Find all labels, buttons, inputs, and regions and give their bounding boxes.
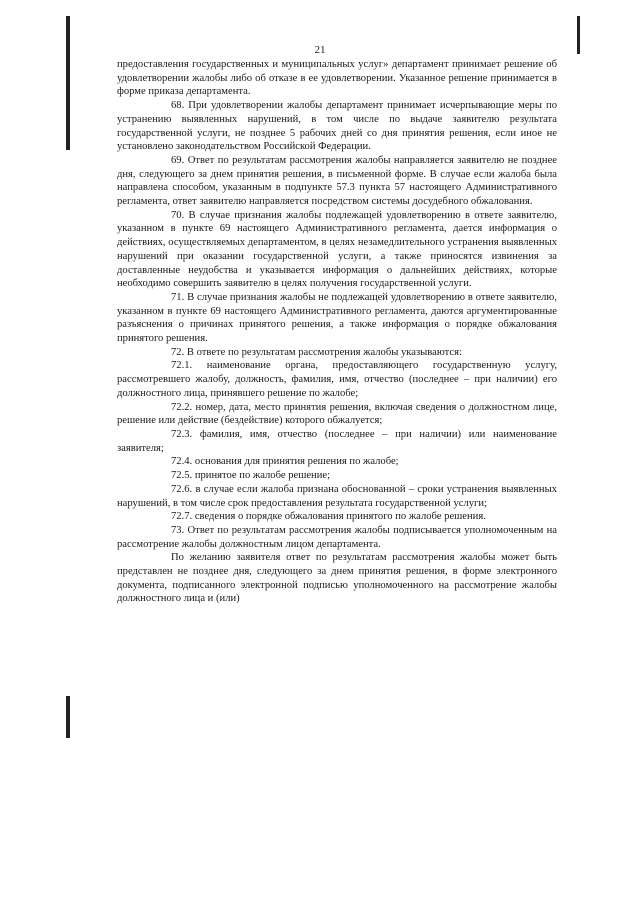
paragraph-72-2: 72.2. номер, дата, место принятия решения, включая сведения о должностном лице, решение или действие (бездействие) которого обжалуется; (117, 401, 557, 427)
paragraph-72-1: 72.1. наименование органа, предоставляющего государственную услугу, рассмотревшего жалобу, должность, фамилия, имя, отчество (последнее – при наличии) его должностного лица, принявшего решение по жалобе; (117, 360, 557, 399)
paragraph-70: 70. В случае признания жалобы подлежащей удовлетворению в ответе заявителю, указанном в пункте 69 настоящего Административного регламента, дается информация о действиях, осуществляемых департаментом, в целях незамедлительного устранения выявленных нарушений при оказании государственной услуги, а также приносятся извинения за доставленные неудобства и указывается информация о дальнейших действиях, которые необходимо совершить заявителю в целях получения государственной услуги. (117, 209, 557, 290)
paragraph-72-5: 72.5. принятое по жалобе решение; (171, 470, 331, 482)
page-number: 21 (314, 44, 326, 56)
paragraph-72: 72. В ответе по результатам рассмотрения жалобы указываются: (171, 346, 462, 358)
paragraph-72-7: 72.7. сведения о порядке обжалования принятого по жалобе решения. (171, 511, 486, 523)
paragraph-68: 68. При удовлетворении жалобы департамент принимает исчерпывающие меры по устранению выявленных нарушений, в том числе по выдаче заявителю результата государственной услуги, не позднее 5 рабочих дней со дня принятия решения, если иное не установлено законодательством Российской Федерации. (117, 100, 557, 153)
paragraph-72-4: 72.4. основания для принятия решения по жалобе; (171, 456, 399, 468)
paragraph-73: 73. Ответ по результатам рассмотрения жалобы подписывается уполномоченным на рассмотрение жалобы должностным лицом департамента. (117, 524, 557, 550)
scan-edge-mark-bottom (66, 696, 70, 738)
paragraph-69: 69. Ответ по результатам рассмотрения жалобы направляется заявителю не позднее дня, следующего за днем принятия решения, в письменной форме. В случае если жалоба была направлена способом, указанным в подпункте 57.3 пункта 57 настоящего Административного регламента, ответ заявителю направляется посредством системы досудебного обжалования. (117, 154, 557, 208)
scan-edge-mark-top (66, 16, 70, 150)
paragraph-71: 71. В случае признания жалобы не подлежащей удовлетворению в ответе заявителю, указанном в пункте 69 настоящего Административного регламента, даются аргументированные разъяснения о причинах принятого решения, а также информация о порядке обжалования принятого решения. (117, 291, 557, 345)
paragraph-electronic-response: По желанию заявителя ответ по результатам рассмотрения жалобы может быть представлен не позднее дня, следующего за днем принятия решения, в форме электронного документа, подписанного электронной подписью уполномоченного на рассмотрение жалобы должностного лица и (или) (117, 552, 557, 605)
paragraph-continuation: предоставления государственных и муниципальных услуг» департамент принимает решение об удовлетворении жалобы либо об отказе в ее удовлетворении. Указанное решение принимается в форме приказа департамента. (117, 59, 557, 98)
paragraph-72-3: 72.3. фамилия, имя, отчество (последнее – при наличии) или наименование заявителя; (117, 428, 557, 454)
document-body (117, 58, 557, 606)
paragraph-72-6: 72.6. в случае если жалоба признана обоснованной – сроки устранения выявленных нарушений, в том числе срок предоставления результата государственной услуги; (117, 483, 557, 509)
